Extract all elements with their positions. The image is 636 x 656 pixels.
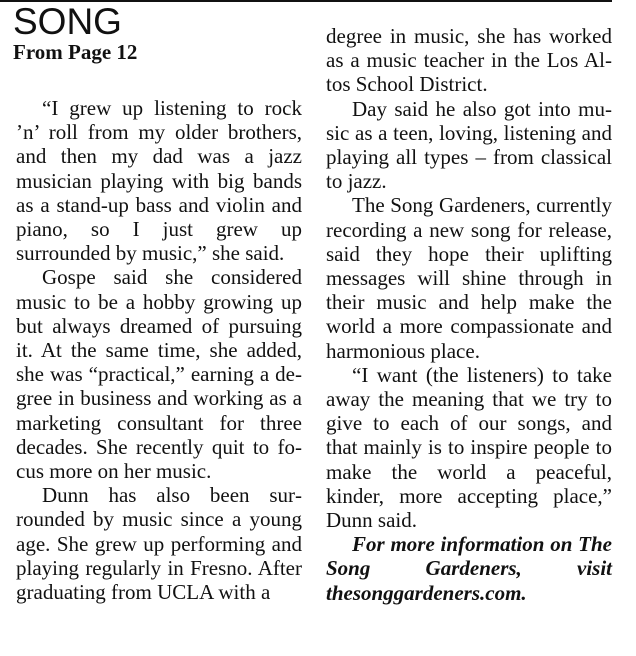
jump-kicker: SONG: [13, 1, 122, 42]
jump-line: From Page 12: [13, 40, 138, 64]
left-column: [13, 0, 302, 605]
right-column-body: [326, 24, 612, 605]
right-column: [326, 24, 612, 605]
paragraph: The Song Gardeners, currently recording a new song for release, said they hope their uplifting messages will shine through in their music and help make the world a more compassionate and harmonious place.: [326, 193, 612, 363]
paragraph: “I want (the listeners) to take away the meaning that we try to give to each of our songs, and that mainly is to inspire people to make the world a peaceful, kinder, more accepting place,” Dunn said.: [326, 362, 612, 533]
paragraph: “I grew up listening to rock ’n’ roll from my older brothers, and then my dad was a jazz musician playing with big bands as a stand-up bass and violin and piano, so I just grew up surrounded by music,” she said.: [16, 96, 302, 266]
left-column-body: [16, 96, 302, 604]
paragraph: Day said he also got into music as a teen, loving, listening and playing all types – from classical to jazz.: [326, 96, 612, 194]
paragraph: Dunn has also been surrounded by music since a young age. She grew up performing and playing regularly in Fresno. After graduating from UCLA with a: [16, 483, 302, 605]
paragraph: Gospe said she considered music to be a hobby growing up but always dreamed of pursuing it. At the same time, she added, she was “practical,” earning a degree in business and working as a marketing consultant for three decades. She recently quit to focus more on her music.: [16, 265, 302, 484]
website-tagline: For more information on The Song Gardeners, visit thesonggardeners.com.: [326, 532, 612, 605]
paragraph-continuation: degree in music, she has worked as a music teacher in the Los Altos School District.: [326, 24, 612, 97]
